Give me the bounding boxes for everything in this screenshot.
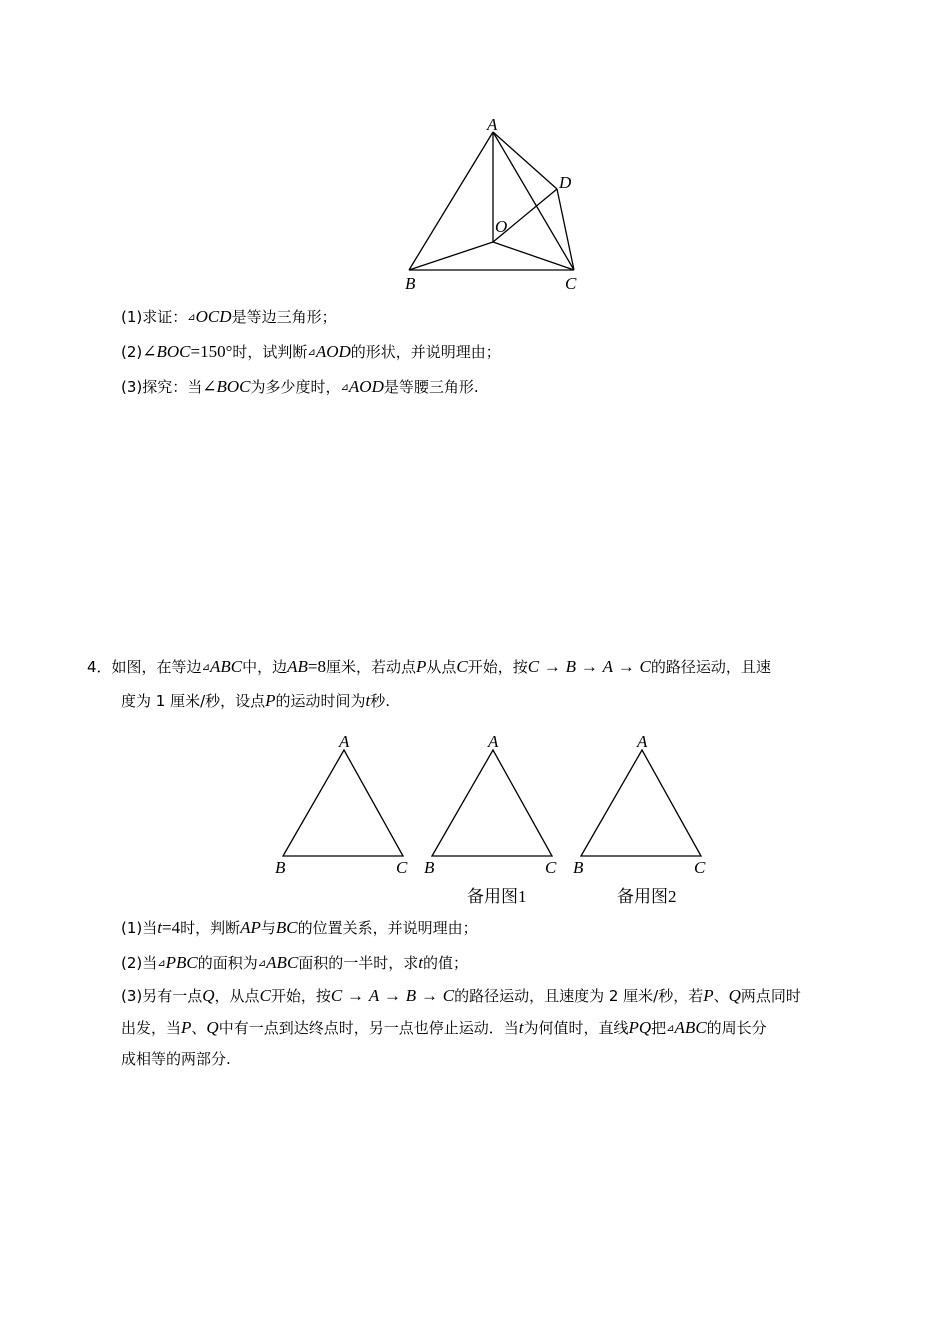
q-number: (3) — [121, 378, 143, 396]
triangle-symbol: ⊿ — [187, 312, 196, 323]
p3-q1: (1)求证：⊿OCD是等边三角形； — [121, 307, 337, 326]
label-c: C — [545, 858, 557, 877]
triangle-symbol: ⊿ — [307, 347, 316, 358]
figure-triangle-abc-with-o-d — [395, 112, 595, 297]
label-b: B — [573, 858, 584, 877]
p4-q3-line1: (3)另有一点Q，从点C开始，按C → A → B → C的路径运动，且速度为 2 厘米/秒，若P、Q两点同时 — [121, 986, 801, 1005]
label-b: B — [424, 858, 435, 877]
q-number: (3) — [121, 987, 143, 1005]
p4-stem-line2: 度为 1 厘米/秒，设点P的运动时间为t秒. — [121, 691, 391, 710]
arrow-icon: → — [543, 657, 561, 676]
triangle-abc — [432, 750, 552, 856]
p3-q3: (3)探究：当∠BOC为多少度时，⊿AOD是等腰三角形. — [121, 377, 479, 396]
triangle-symbol: ⊿ — [157, 958, 166, 969]
segment-ab — [409, 132, 493, 270]
triangle-abc — [283, 750, 403, 856]
p3-q2: (2)∠BOC=150°时，试判断⊿AOD的形状，并说明理由； — [121, 342, 501, 361]
angle-symbol: ∠ — [142, 342, 157, 361]
triangle-symbol: ⊿ — [201, 662, 210, 673]
label-a: A — [488, 732, 499, 751]
segment-ad — [493, 132, 557, 189]
q-number: (2) — [121, 343, 143, 361]
triangle-abc — [581, 750, 701, 856]
label-d: D — [559, 173, 572, 192]
problem-number: 4． — [87, 658, 112, 676]
triangle-symbol: ⊿ — [666, 1023, 675, 1034]
label-c: C — [565, 274, 577, 293]
angle-symbol: ∠ — [202, 377, 217, 396]
p4-q2: (2)当⊿PBC的面积为⊿ABC面积的一半时，求t的值； — [121, 953, 469, 972]
label-a: A — [637, 732, 648, 751]
label-b: B — [405, 274, 416, 293]
label-c: C — [694, 858, 706, 877]
q-number: (1) — [121, 308, 143, 326]
segment-oc — [493, 242, 574, 270]
q-number: (2) — [121, 954, 143, 972]
label-o: O — [495, 217, 508, 236]
arrow-icon: → — [580, 657, 598, 676]
p4-figure-spare1 — [419, 728, 569, 880]
arrow-icon: → — [384, 986, 401, 1005]
triangle-symbol: ⊿ — [257, 958, 267, 969]
caption-spare-figure-2: 备用图2 — [617, 887, 677, 906]
p4-q3-line2: 出发，当P、Q中有一点到达终点时，另一点也停止运动．当t为何值时，直线PQ把⊿ABC的周长分 — [121, 1018, 767, 1037]
p4-stem-line1: 4．如图，在等边⊿ABC中，边AB=8厘米，若动点P从点C开始，按C → B → A → C的路径运动，且速 — [87, 657, 771, 676]
segment-bo — [409, 242, 493, 270]
p4-figure-spare2 — [568, 728, 718, 880]
label-b: B — [275, 858, 286, 877]
p4-q1: (1)当t=4时，判断AP与BC的位置关系，并说明理由； — [121, 918, 478, 937]
p4-q3-line3: 成相等的两部分. — [121, 1050, 231, 1068]
label-c: C — [396, 858, 408, 877]
label-a: A — [339, 732, 350, 751]
caption-spare-figure-1: 备用图1 — [467, 887, 527, 906]
q-number: (1) — [121, 919, 143, 937]
label-a: A — [487, 115, 498, 134]
segment-dc — [557, 189, 574, 270]
arrow-icon: → — [617, 657, 635, 676]
segment-ac — [493, 132, 574, 270]
triangle-symbol: ⊿ — [340, 382, 349, 393]
p4-figure-main — [270, 728, 420, 880]
arrow-icon: → — [347, 986, 365, 1005]
arrow-icon: → — [420, 986, 438, 1005]
